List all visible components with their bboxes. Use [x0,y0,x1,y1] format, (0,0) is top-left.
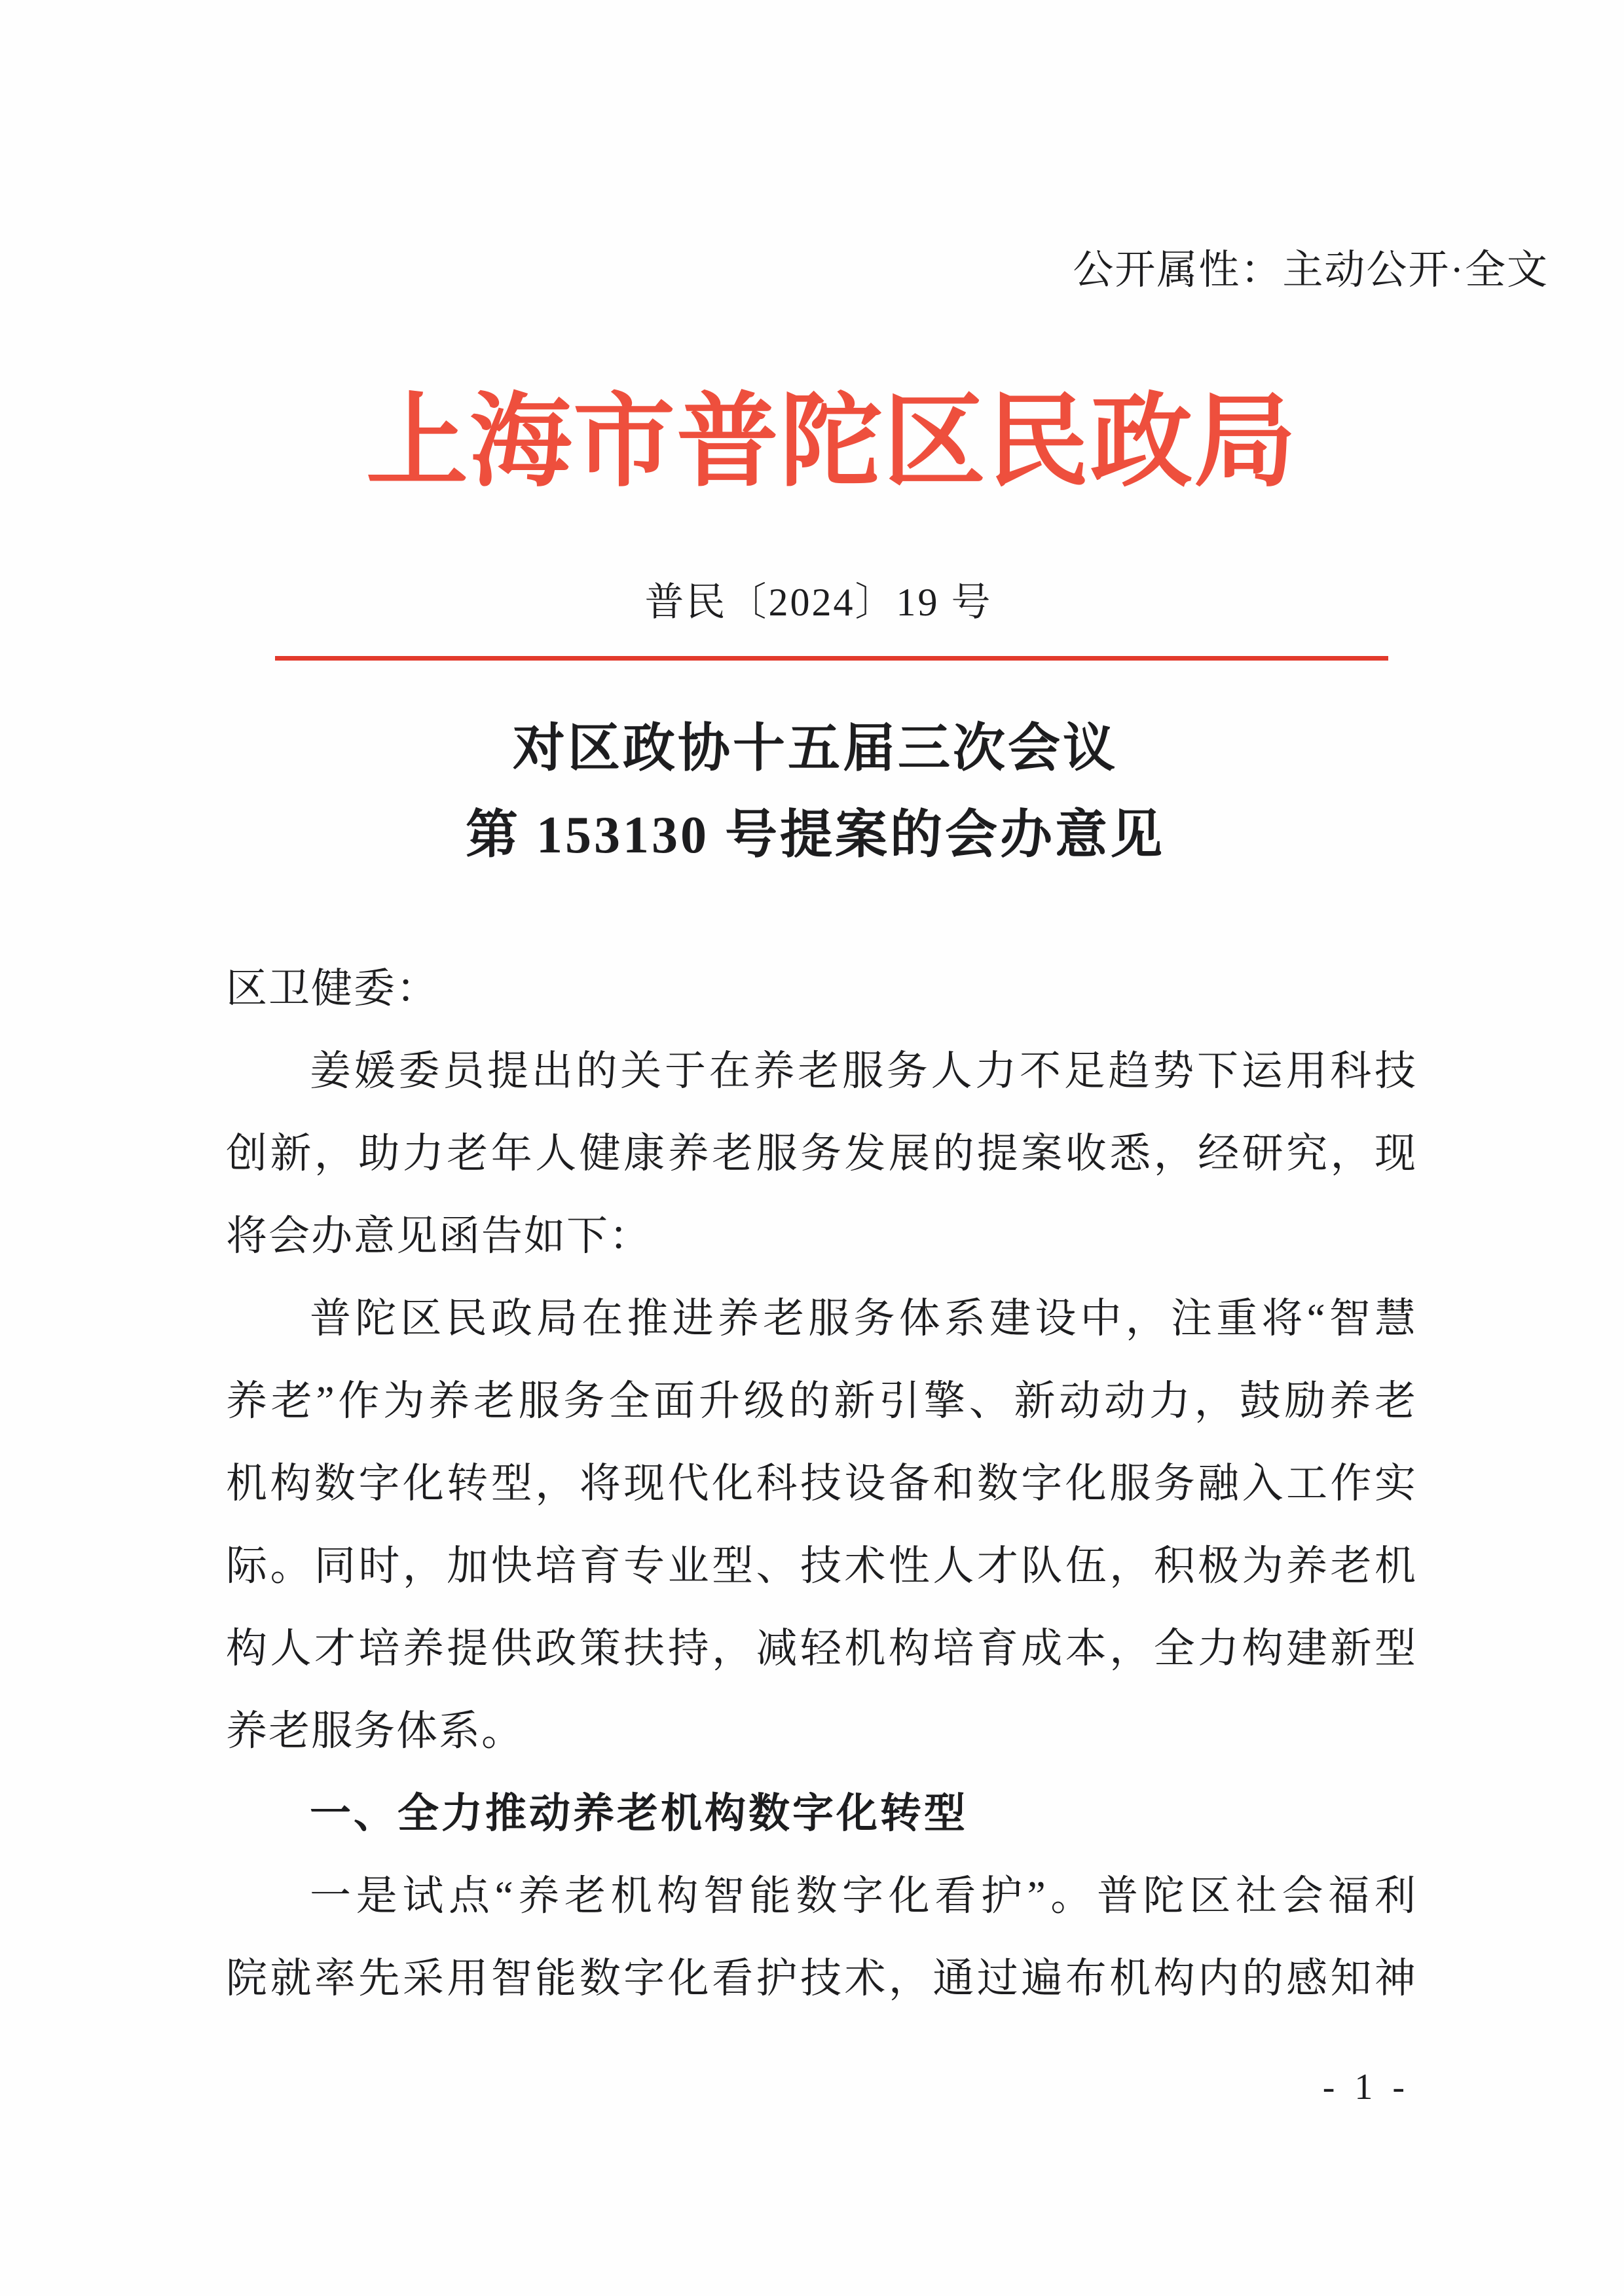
salutation: 区卫健委： [226,966,439,1011]
body-line: 一是试点“养老机构智能数字化看护”。普陀区社会福利 [310,1873,1416,1919]
page-number: - 1 - [1322,2067,1410,2107]
document-body [226,947,1416,2020]
document-title-line1: 对区政协十五届三次会议 [513,720,1118,778]
red-divider-rule [275,656,1388,661]
document-title-line2: 第 153130 号提案的会办意见 [466,807,1165,864]
body-line: 构人才培养提供政策扶持，减轻机构培育成本，全力构建新型 [226,1626,1416,1671]
body-line: 将会办意见函告如下： [226,1213,652,1259]
section-heading: 一、全力推动养老机构数字化转型 [310,1791,968,1836]
body-line: 院就率先采用智能数字化看护技术，通过遍布机构内的感知神 [226,1956,1416,2001]
body-line: 际。同时，加快培育专业型、技术性人才队伍，积极为养老机 [226,1543,1416,1589]
body-line: 普陀区民政局在推进养老服务体系建设中，注重将“智慧 [310,1296,1416,1341]
document-reference-number: 普民〔2024〕19 号 [644,581,993,624]
body-line: 养老服务体系。 [226,1708,524,1754]
body-line: 姜媛委员提出的关于在养老服务人力不足趋势下运用科技 [310,1048,1416,1094]
document-title [16,706,1614,879]
body-line: 养老”作为养老服务全面升级的新引擎、新动动力，鼓励养老 [226,1378,1416,1424]
agency-letterhead-title: 上海市普陀区民政局 [366,386,1297,499]
body-line: 创新，助力老年人健康养老服务发展的提案收悉，经研究，现 [226,1131,1416,1176]
body-line: 机构数字化转型，将现代化科技设备和数字化服务融入工作实 [226,1461,1416,1506]
publicity-attribute-label: 公开属性：主动公开·全文 [1073,248,1549,293]
